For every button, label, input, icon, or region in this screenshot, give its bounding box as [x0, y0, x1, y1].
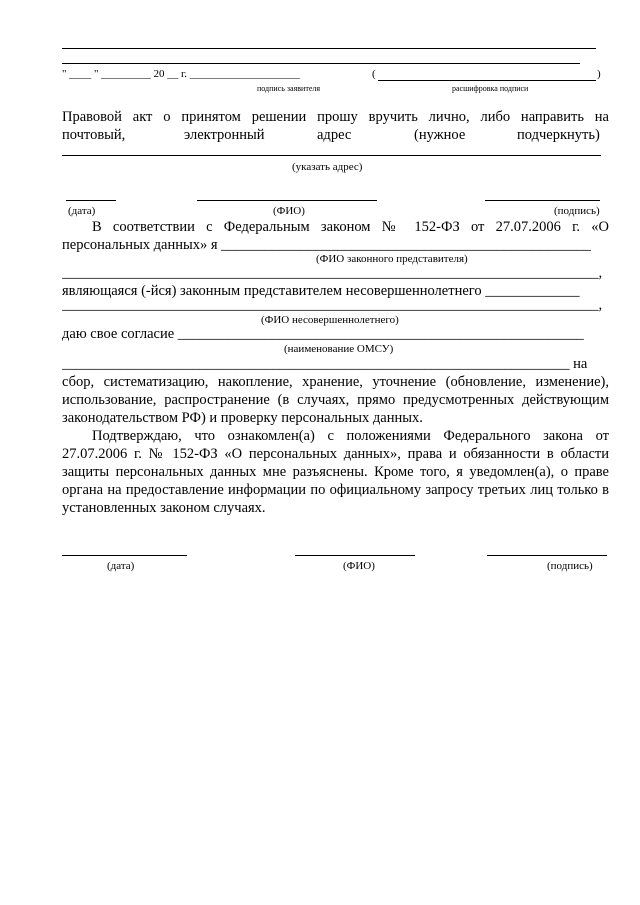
- minor-label: (ФИО несовершеннолетнего): [261, 314, 399, 326]
- confirmation-line1: Подтверждаю, что ознакомлен(а) с положениями Федерального закона от: [92, 428, 609, 444]
- legal-representative-label: (ФИО законного представителя): [316, 253, 468, 265]
- date-line: [66, 200, 116, 201]
- decipher-open-paren: (: [372, 68, 376, 80]
- delivery-request-word: (нужное: [414, 127, 466, 143]
- address-label: (указать адрес): [292, 161, 363, 173]
- consent-line7: ______________________________________________________________________ на: [62, 356, 588, 372]
- consent-line3: __________________________________________________________________________,: [62, 265, 603, 281]
- consent-line6: даю свое согласие ________________________________________________________: [62, 326, 584, 342]
- delivery-request-line1: Правовой акт о принятом решении прошу вручить лично, либо направить на: [62, 109, 609, 125]
- signature-label: (подпись): [547, 560, 593, 572]
- date-line: [62, 555, 187, 556]
- date-label: (дата): [68, 205, 96, 217]
- address-line: [62, 155, 601, 156]
- consent-line10: законодательством РФ) и проверку персональных данных.: [62, 410, 423, 426]
- signature-decipher-label: расшифровка подписи: [452, 84, 529, 93]
- fio-label: (ФИО): [343, 560, 375, 572]
- signature-label: (подпись): [554, 205, 600, 217]
- fio-label: (ФИО): [273, 205, 305, 217]
- decipher-close-paren: ): [597, 68, 601, 80]
- delivery-request-word: почтовый,: [62, 127, 126, 143]
- delivery-request-word: электронный: [184, 127, 265, 143]
- confirmation-line5: установленных законом случаях.: [62, 500, 266, 516]
- signature-line: [485, 200, 600, 201]
- consent-line8: сбор, систематизацию, накопление, хранение, уточнение (обновление, изменение),: [62, 374, 609, 390]
- delivery-request-word: адрес: [317, 127, 352, 143]
- delivery-request-word: подчеркнуть): [517, 127, 600, 143]
- fio-line: [197, 200, 377, 201]
- omsu-label: (наименование ОМСУ): [284, 343, 394, 355]
- consent-line5: __________________________________________________________________________,: [62, 297, 603, 313]
- blank-line: [62, 63, 580, 64]
- signature-line: [487, 555, 607, 556]
- consent-line4: являющаяся (-йся) законным представителем несовершеннолетнего _____________: [62, 283, 580, 299]
- consent-line1: В соответствии с Федеральным законом № 152-ФЗ от 27.07.2006 г. «О: [92, 219, 609, 235]
- date-signature-line: " ____ " _________ 20 __ г. ____________________: [62, 68, 300, 80]
- confirmation-line2: 27.07.2006 г. № 152-ФЗ «О персональных данных», права и обязанности в области: [62, 446, 609, 462]
- consent-line9: использование, распространение (в случаях, прямо предусмотренных действующим: [62, 392, 609, 408]
- consent-line2: персональных данных» я ___________________________________________________: [62, 237, 591, 253]
- applicant-signature-label: подпись заявителя: [257, 84, 321, 93]
- confirmation-line3: защиты персональных данных мне разъяснены. Кроме того, я уведомлен(а), о праве: [62, 464, 609, 480]
- decipher-line: [378, 80, 596, 81]
- fio-line: [295, 555, 415, 556]
- confirmation-line4: органа на предоставление информации по официальному запросу третьих лиц только в: [62, 482, 609, 498]
- date-label: (дата): [107, 560, 135, 572]
- blank-line: [62, 48, 596, 49]
